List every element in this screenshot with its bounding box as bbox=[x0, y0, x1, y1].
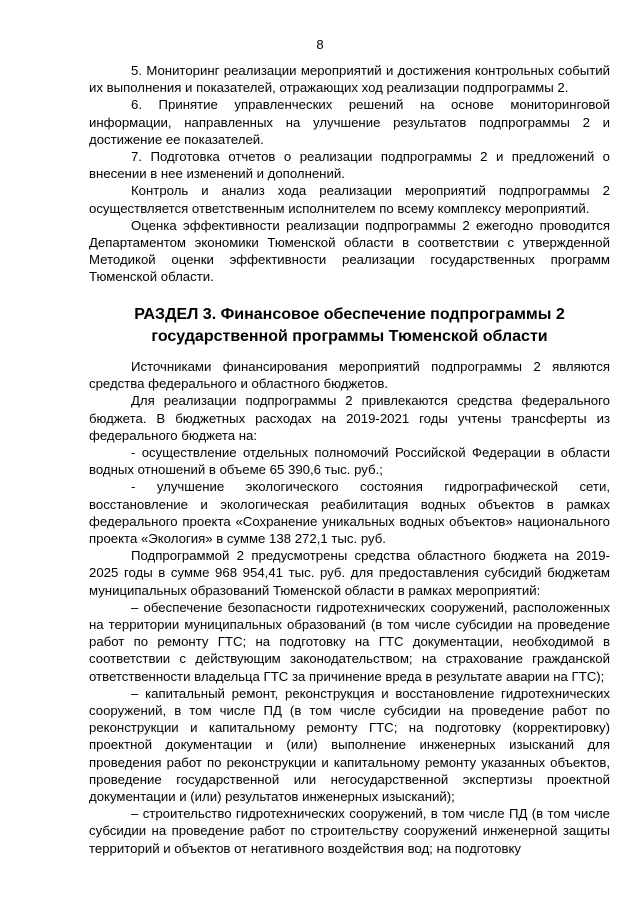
paragraph: 7. Подготовка отчетов о реализации подпрограммы 2 и предложений о внесении в нее изменений и дополнений. bbox=[89, 149, 610, 182]
paragraph: Для реализации подпрограммы 2 привлекаются средства федерального бюджета. В бюджетных расходах на 2019-2021 годы учтены трансферты из федерального бюджета на: bbox=[89, 393, 610, 443]
monitoring-block bbox=[89, 62, 610, 286]
section-heading bbox=[89, 304, 610, 348]
paragraph: 5. Мониторинг реализации мероприятий и достижения контрольных событий их выполнения и показателей, отражающих ход реализации подпрограммы 2. bbox=[89, 63, 610, 96]
paragraph: – капитальный ремонт, реконструкция и восстановление гидротехнических сооружений, в том числе ПД (в том числе субсидии на проведение работ по реконструкции и капитальному ремонту ГТС; на подготовку (корректировку) проектной документации и (или) выполнение инженерных изысканий для проведения работ по реконструкции и капитальному ремонту указанных объектов, проведение государственной или негосударственной экспертизы проектной документации и (или) результатов инженерных изысканий); bbox=[89, 685, 610, 805]
paragraph: - улучшение экологического состояния гидрографической сети, восстановление и экологическая реабилитация водных объектов в рамках федерального проекта «Сохранение уникальных водных объектов» национального проекта «Экология» в сумме 138 272,1 тыс. руб. bbox=[89, 479, 610, 547]
financing-block bbox=[89, 358, 610, 857]
paragraph: – обеспечение безопасности гидротехнических сооружений, расположенных на территории муниципальных образований (в том числе субсидии на проведение работ по ремонту ГТС; на подготовку на ГТС документации, необходимой в соответствии с действующим законодательством; на страхование гражданской ответственности владельца ГТС за причинение вреда в результате аварии на ГТС); bbox=[89, 599, 610, 684]
section-title-line1: РАЗДЕЛ 3. Финансовое обеспечение подпрограммы 2 bbox=[134, 306, 565, 323]
section-title-line2: государственной программы Тюменской области bbox=[151, 328, 548, 345]
paragraph: – строительство гидротехнических сооружений, в том числе ПД (в том числе субсидии на проведение работ по строительству сооружений инженерной защиты территорий и объектов от негативного воздействия вод; на подготовку bbox=[89, 806, 610, 856]
paragraph: Оценка эффективности реализации подпрограммы 2 ежегодно проводится Департаментом экономики Тюменской области в соответствии с утвержденной Методикой оценки эффективности реализации государственных программ Тюменской области. bbox=[89, 217, 610, 285]
paragraph: Контроль и анализ хода реализации мероприятий подпрограммы 2 осуществляется ответственным исполнителем по всему комплексу мероприятий. bbox=[89, 183, 610, 216]
paragraph: - осуществление отдельных полномочий Российской Федерации в области водных отношений в объеме 65 390,6 тыс. руб.; bbox=[89, 445, 610, 478]
paragraph: Подпрограммой 2 предусмотрены средства областного бюджета на 2019-2025 годы в сумме 968 954,41 тыс. руб. для предоставления субсидий бюджетам муниципальных образований Тюменской области в рамках мероприятий: bbox=[89, 548, 610, 598]
paragraph: Источниками финансирования мероприятий подпрограммы 2 являются средства федерального и областного бюджетов. bbox=[89, 359, 610, 392]
page-number: 8 bbox=[316, 37, 324, 52]
paragraph: 6. Принятие управленческих решений на основе мониторинговой информации, направленных на улучшение результатов подпрограммы 2 и достижение ее показателей. bbox=[89, 97, 610, 147]
